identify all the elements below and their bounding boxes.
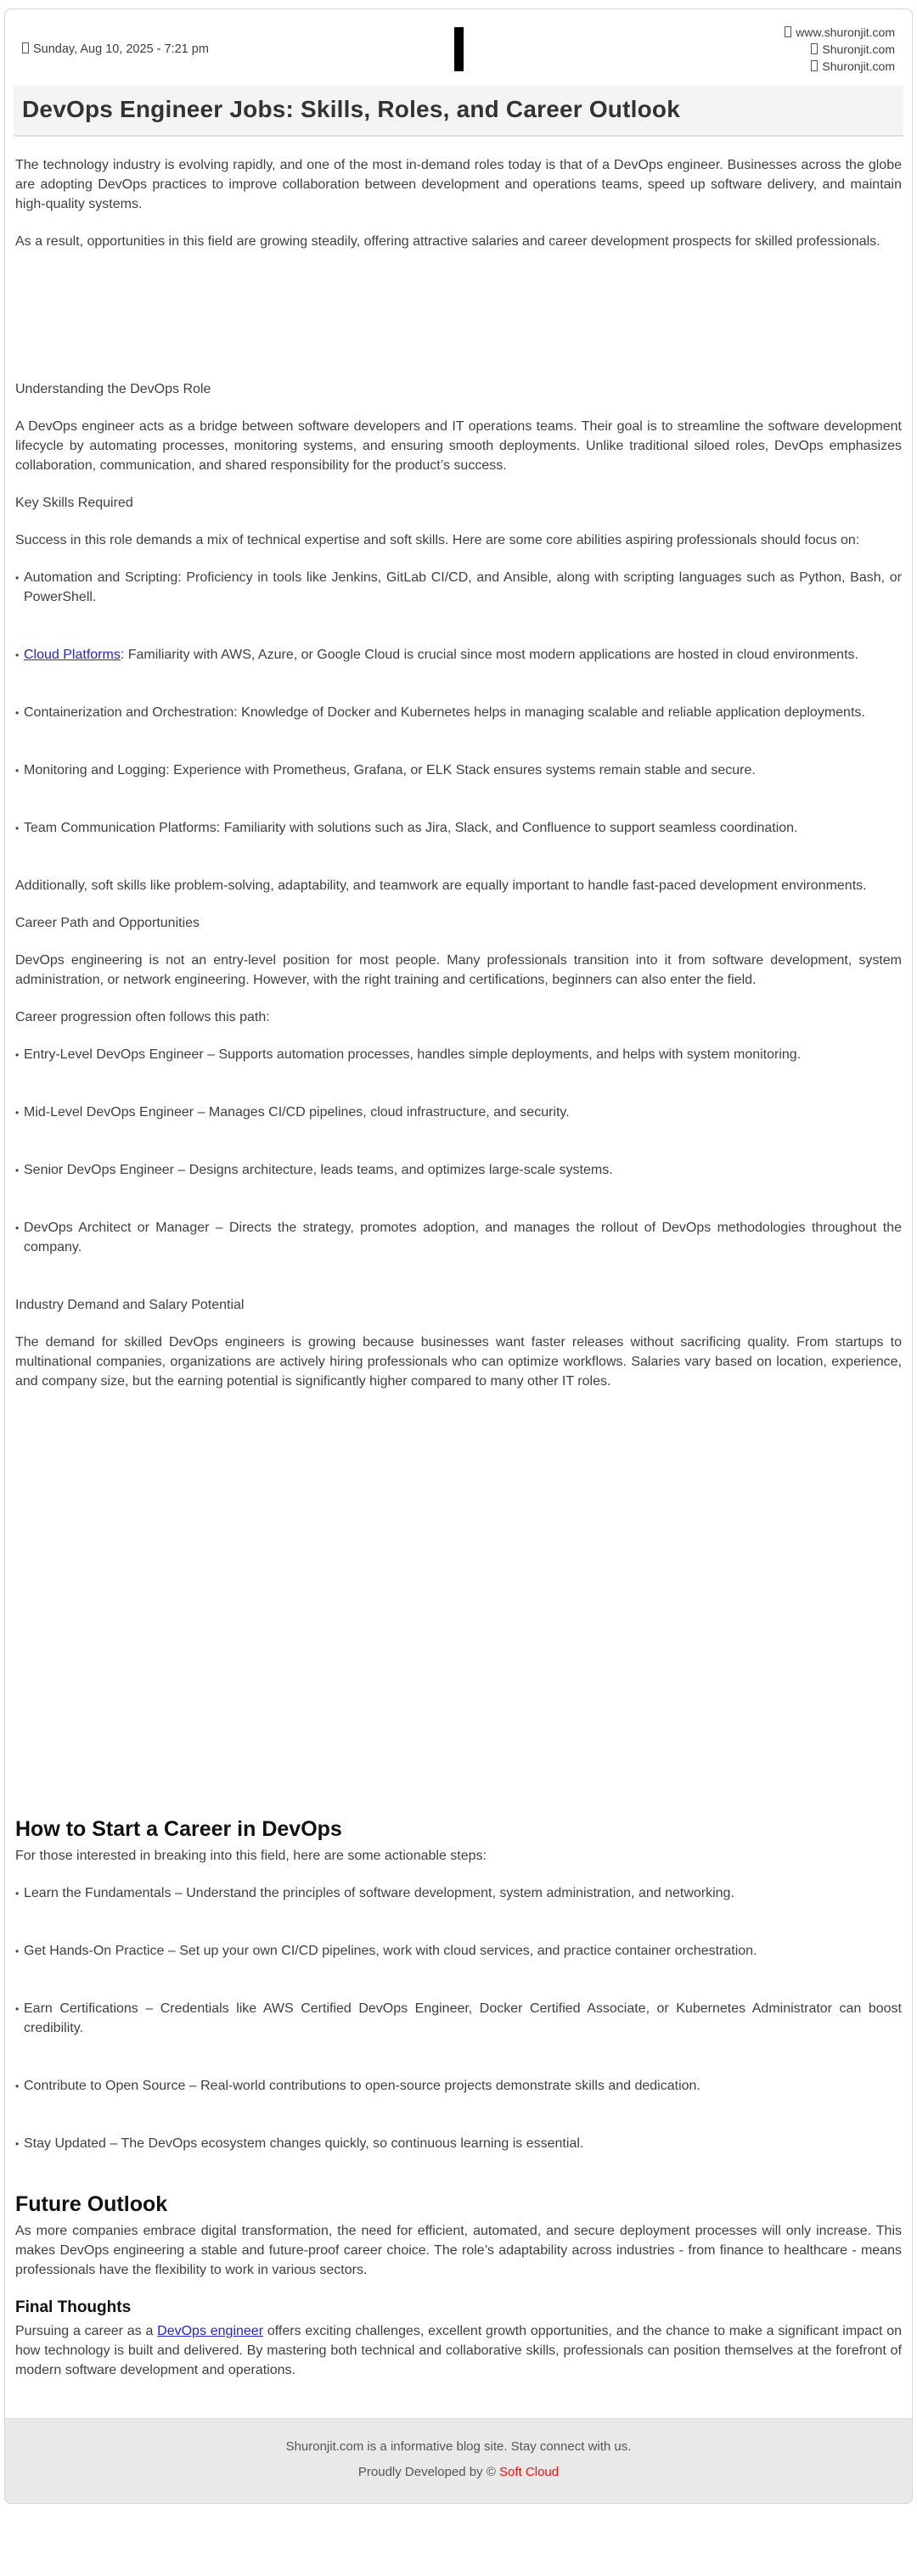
site-link-text[interactable]: Shuronjit.com <box>822 59 895 73</box>
paragraph-start-intro: For those interested in breaking into this field, here are some actionable steps: <box>15 1849 487 1863</box>
bullet-icon <box>15 1218 19 1238</box>
list-item-text: Monitoring and Logging: Experience with Prometheus, Grafana, or ELK Stack ensures systems remain stable and secure. <box>24 763 756 777</box>
section-heading-understanding: Understanding the DevOps Role <box>15 382 211 396</box>
footer-credit-text: Proudly Developed by © <box>357 2465 500 2479</box>
site-link-2[interactable] <box>464 58 896 75</box>
final-text-suffix: offers exciting challenges, excellent growth opportunities, and the chance to make a significant impact on how technology is built and delivered. By mastering both technical and collaborative skills, professionals can position themselves at the forefront of modern software development and operations. <box>15 2324 903 2377</box>
site-link-text[interactable]: www.shuronjit.com <box>796 25 895 39</box>
paragraph-future: As more companies embrace digital transformation, the need for efficient, automated, and secure deployment processes will only increase. This makes DevOps engineering a stable and future-proof career choice. The role’s adaptability across industries - from finance to healthcare - means professionals have the flexibility to work in various sectors. <box>15 2224 902 2277</box>
paragraph-skills-intro: Success in this role demands a mix of technical expertise and soft skills. Here are some core abilities aspiring professionals should focus on: <box>15 533 860 547</box>
list-item-text: Entry-Level DevOps Engineer – Supports automation processes, handles simple deployments, and helps with system monitoring. <box>24 1047 802 1062</box>
bullet-icon <box>15 818 19 839</box>
list-item-text: Containerization and Orchestration: Knowledge of Docker and Kubernetes helps in managing scalable and reliable application deployments. <box>24 705 865 720</box>
site-link-text[interactable]: Shuronjit.com <box>822 42 895 56</box>
article-body <box>5 137 912 2418</box>
list-item-text: : Familiarity with AWS, Azure, or Google Cloud is crucial since most modern applications are hosted in cloud environments. <box>120 648 858 662</box>
site-links <box>464 24 896 75</box>
list-item-practice <box>15 1941 902 1961</box>
site-link-1[interactable] <box>464 41 896 58</box>
paragraph-soft-skills: Additionally, soft skills like problem-solving, adaptability, and teamwork are equally important to handle fast-paced development environments. <box>15 878 867 893</box>
bullet-icon <box>15 1103 19 1123</box>
page-header <box>5 9 912 86</box>
footer-credit <box>5 2462 912 2483</box>
list-item-text: Senior DevOps Engineer – Designs architecture, leads teams, and optimizes large-scale systems. <box>24 1163 613 1177</box>
list-item-skill-monitoring <box>15 760 902 780</box>
list-item-certifications <box>15 1999 902 2038</box>
list-item-senior-level <box>15 1160 902 1180</box>
list-item-open-source <box>15 2076 902 2096</box>
paragraph-career-2: Career progression often follows this path: <box>15 1010 270 1024</box>
bullet-icon <box>15 1160 19 1181</box>
missing-glyph-icon <box>811 43 818 54</box>
paragraph-intro-2: As a result, opportunities in this field are growing steadily, offering attractive salaries and career development prospects for skilled professionals. <box>15 234 880 249</box>
list-item-text: Mid-Level DevOps Engineer – Manages CI/CD pipelines, cloud infrastructure, and security. <box>24 1105 570 1120</box>
page-title: DevOps Engineer Jobs: Skills, Roles, and Career Outlook <box>22 96 680 122</box>
list-item-text: DevOps Architect or Manager – Directs the strategy, promotes adoption, and manages the rollout of DevOps methodologies throughout the company. <box>24 1221 902 1254</box>
list-item-skill-containers <box>15 703 902 722</box>
content-gap <box>15 1409 902 1816</box>
bullet-icon <box>15 703 19 723</box>
list-item-text: Automation and Scripting: Proficiency in tools like Jenkins, GitLab CI/CD, and Ansible, along with scripting languages such as Python, Bash, or PowerShell. <box>24 570 902 604</box>
title-bar <box>14 86 903 137</box>
paragraph-career-1: DevOps engineering is not an entry-level position for most people. Many professionals transition into it from software development, system administration, or network engineering. However, with the right training and certifications, beginners can also enter the field. <box>15 953 902 987</box>
logo-bar[interactable] <box>454 27 464 71</box>
date-line <box>22 42 454 56</box>
section-heading-future-outlook: Future Outlook <box>15 2192 168 2216</box>
list-item-skill-cloud <box>15 645 902 665</box>
paragraph-demand: The demand for skilled DevOps engineers is growing because businesses want faster releases without sacrificing quality. From startups to multinational companies, organizations are actively hiring professionals who can optimize workflows. Salaries vary based on location, experience, and company size, but the earning potential is significantly higher compared to many other IT roles. <box>15 1335 902 1389</box>
bullet-icon <box>15 1045 19 1065</box>
list-item-text: Stay Updated – The DevOps ecosystem changes quickly, so continuous learning is essential. <box>24 2136 584 2151</box>
section-heading-start-career: How to Start a Career in DevOps <box>15 1817 342 1841</box>
list-item-mid-level <box>15 1103 902 1122</box>
list-item-stay-updated <box>15 2134 902 2153</box>
date-text: Sunday, Aug 10, 2025 - 7:21 pm <box>33 42 209 56</box>
missing-glyph-icon <box>785 26 791 37</box>
list-item-text: Contribute to Open Source – Real-world contributions to open-source projects demonstrate skills and dedication. <box>24 2079 700 2093</box>
soft-cloud-link[interactable]: Soft Cloud <box>499 2465 560 2479</box>
content-gap <box>15 269 902 379</box>
bullet-icon <box>15 2134 19 2154</box>
logo-area <box>454 27 464 71</box>
page-container <box>4 8 913 2504</box>
bullet-icon <box>15 568 19 588</box>
page-footer <box>5 2418 912 2503</box>
list-item-text: Get Hands-On Practice – Set up your own CI/CD pipelines, work with cloud services, and practice container orchestration. <box>24 1944 757 1958</box>
bullet-icon <box>15 1999 19 2019</box>
bullet-icon <box>15 2076 19 2096</box>
footer-tagline: Shuronjit.com is a informative blog site. Stay connect with us. <box>285 2439 632 2454</box>
missing-glyph-icon <box>22 42 29 53</box>
list-item-text: Learn the Fundamentals – Understand the principles of software development, system administration, and networking. <box>24 1886 734 1900</box>
section-heading-skills: Key Skills Required <box>15 496 133 510</box>
missing-glyph-icon <box>811 60 818 71</box>
section-heading-demand: Industry Demand and Salary Potential <box>15 1298 245 1312</box>
list-item-entry-level <box>15 1045 902 1064</box>
list-item-text: Earn Certifications – Credentials like AWS Certified DevOps Engineer, Docker Certified Associate, or Kubernetes Administrator can boost credibility. <box>24 2001 902 2035</box>
list-item-skill-communication <box>15 818 902 838</box>
bullet-icon <box>15 645 19 665</box>
section-heading-career: Career Path and Opportunities <box>15 916 200 930</box>
section-heading-final-thoughts: Final Thoughts <box>15 2298 132 2316</box>
bullet-icon <box>15 760 19 781</box>
final-text-prefix: Pursuing a career as a <box>15 2324 158 2338</box>
paragraph-understanding: A DevOps engineer acts as a bridge between software developers and IT operations teams. Their goal is to streamline the software development lifecycle by automating processes, monitoring systems, and ensuring smooth deployments. Unlike traditional siloed roles, DevOps emphasizes collaboration, communication, and shared responsibility for the product’s success. <box>15 419 902 473</box>
paragraph-final <box>15 2321 902 2380</box>
site-link-www[interactable] <box>464 24 896 41</box>
devops-engineer-link[interactable]: DevOps engineer <box>157 2324 264 2338</box>
list-item-skill-automation <box>15 568 902 607</box>
bullet-icon <box>15 1941 19 1961</box>
bullet-icon <box>15 1883 19 1904</box>
list-item-architect <box>15 1218 902 1257</box>
paragraph-intro-1: The technology industry is evolving rapidly, and one of the most in-demand roles today is that of a DevOps engineer. Businesses across the globe are adopting DevOps practices to improve collaboration between development and operations teams, speed up software delivery, and maintain high-quality systems. <box>15 158 902 211</box>
list-item-text: Team Communication Platforms: Familiarity with solutions such as Jira, Slack, and Confluence to support seamless coordination. <box>24 821 798 835</box>
list-item-fundamentals <box>15 1883 902 1903</box>
cloud-platforms-link[interactable]: Cloud Platforms <box>24 648 121 662</box>
